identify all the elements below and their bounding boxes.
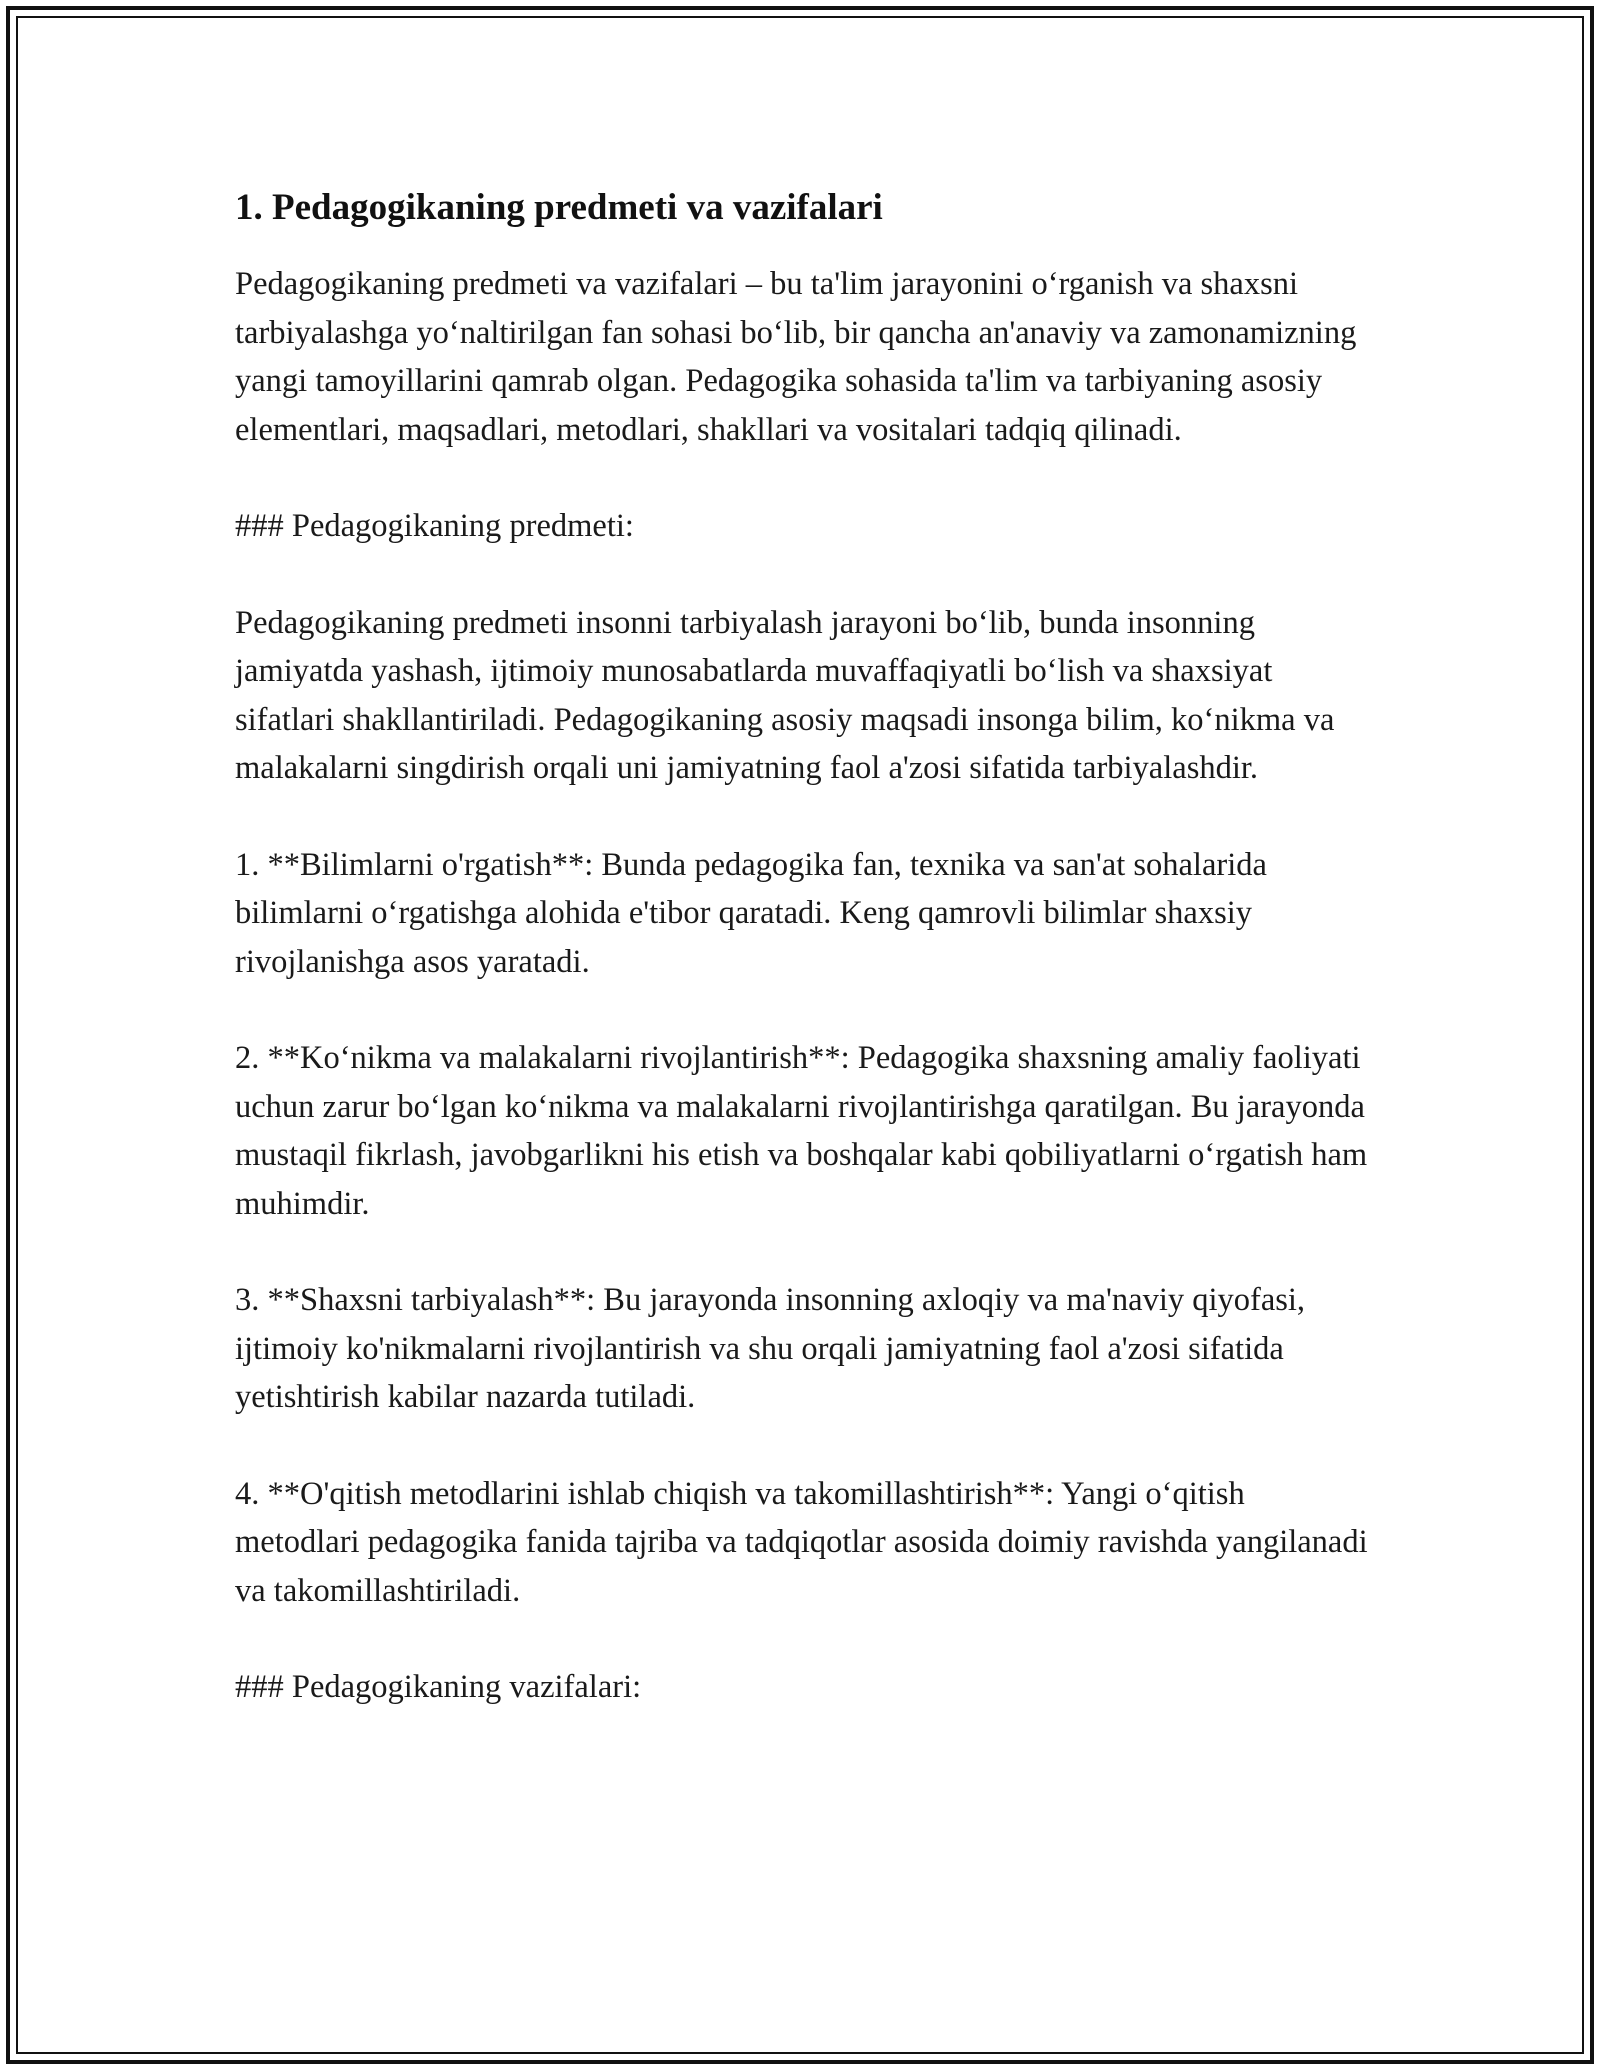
document-title: 1. Pedagogikaning predmeti va vazifalari xyxy=(235,187,883,228)
predmeti-paragraph: Pedagogikaning predmeti insonni tarbiyalash jarayoni bo‘lib, bunda insonning jamiyatda yashash, ijtimoiy munosabatlarda muvaffaqiyatli bo‘lish va shaxsiyat sifatlari shakllantiriladi. Pedagogikaning asosiy maqsadi insonga bilim, ko‘nikma va malakalarni singdirish orqali uni jamiyatning faol a'zosi sifatida tarbiyalashdir. xyxy=(235,604,1335,786)
intro-paragraph: Pedagogikaning predmeti va vazifalari – bu ta'lim jarayonini o‘rganish va shaxsni tarbiyalashga yo‘naltirilgan fan sohasi bo‘lib, bir qancha an'anaviy va zamonamizning yangi tamoyillarini qamrab olgan. Pedagogika sohasida ta'lim va tarbiyaning asosiy elementlari, maqsadlari, metodlari, shakllari va vositalari tadqiq qilinadi. xyxy=(235,266,1357,448)
section-heading-vazifalari: ### Pedagogikaning vazifalari: xyxy=(235,1669,642,1705)
list-item-3: 3. **Shaxsni tarbiyalash**: Bu jarayonda insonning axloqiy va ma'naviy qiyofasi, ijtimoiy ko'nikmalarni rivojlantirish va shu orqali jamiyatning faol a'zosi sifatida yetishtirish kabilar nazarda tutiladi. xyxy=(235,1282,1306,1415)
list-item-1: 1. **Bilimlarni o'rgatish**: Bunda pedagogika fan, texnika va san'at sohalarida bilimlarni o‘rgatishga alohida e'tibor qaratadi. Keng qamrovli bilimlar shaxsiy rivojlanishga asos yaratadi. xyxy=(235,846,1267,980)
list-item-4: 4. **O'qitish metodlarini ishlab chiqish va takomillashtirish**: Yangi o‘qitish metodlari pedagogika fanida tajriba va tadqiqotlar asosida doimiy ravishda yangilanadi va takomillashtiriladi. xyxy=(235,1475,1368,1609)
list-item-2: 2. **Ko‘nikma va malakalarni rivojlantirish**: Pedagogika shaxsning amaliy faoliyati uchun zarur bo‘lgan ko‘nikma va malakalarni rivojlantirishga qaratilgan. Bu jarayonda mustaqil fikrlash, javobgarlikni his etish va boshqalar kabi qobiliyatlarni o‘rgatish ham muhimdir. xyxy=(235,1040,1368,1222)
section-heading-predmeti: ### Pedagogikaning predmeti: xyxy=(235,508,634,544)
document-body xyxy=(235,184,1375,1712)
